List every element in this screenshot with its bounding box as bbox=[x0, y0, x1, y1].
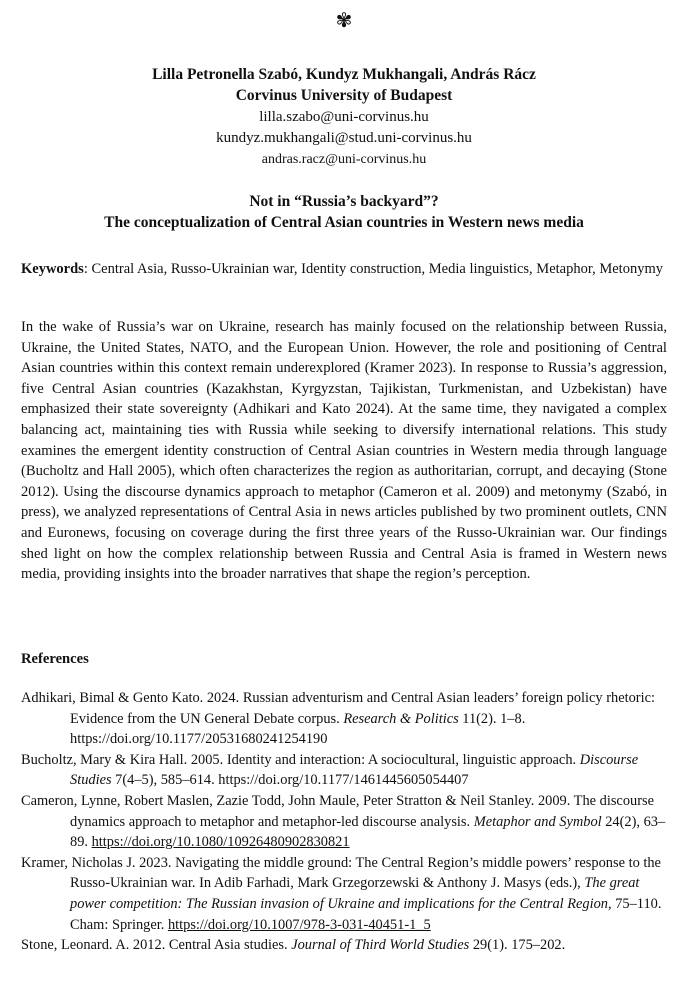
reference-venue: Discourse Studies bbox=[70, 751, 639, 789]
title-line-2: The conceptualization of Central Asian countries in Western news media bbox=[104, 214, 584, 231]
title-line-1: Not in “Russia’s backyard”? bbox=[249, 193, 439, 210]
reference-item bbox=[21, 791, 667, 853]
email-racz[interactable]: andras.racz@uni-corvinus.hu bbox=[261, 152, 427, 167]
abstract: In the wake of Russia’s war on Ukraine, research has mainly focused on the relationship between Russia, Ukraine, the United States, NATO, and the European Union. However, the role and positioning of Central Asian countries within this context remain underexplored (Kramer 2023). In response to Russia’s aggression, five Central Asian countries (Kazakhstan, Kyrgyzstan, Tajikistan, Turkmenistan, and Uzbekistan) have emphasized their state sovereignty (Adhikari and Kato 2024). At the same time, they navigated a complex balancing act, maintaining ties with Russia while seeking to diversify international relations. This study examines the emergent identity construction of Central Asian countries in Western media through language (Bucholtz and Hall 2005), which often characterizes the region as authoritarian, corrupt, and decaying (Stone 2012). Using the discourse dynamics approach to metaphor (Cameron et al. 2009) and metonymy (Szabó, in press), we analyzed representations of Central Asia in news articles published by two prominent outlets, CNN and Euronews, focusing on coverage during the first three years of the Russo-Ukrainian war. Our findings shed light on how the complex relationship between Russia and Central Asia is framed in Western news media, providing insights into the broader narratives that shape the region’s perception. bbox=[21, 319, 667, 583]
author-block bbox=[0, 64, 688, 106]
reference-details: 29(1). 175–202. bbox=[469, 937, 566, 954]
reference-text: Cameron, Lynne, Robert Maslen, Zazie Todd, John Maule, Peter Stratton & Neil Stanley. 2009. The discourse dynamics approach to metaphor and metaphor-led discourse analysis. bbox=[21, 792, 654, 830]
reference-text: Stone, Leonard. A. 2012. Central Asia studies. bbox=[21, 937, 292, 954]
reference-text: Bucholtz, Mary & Kira Hall. 2005. Identity and interaction: A sociocultural, linguistic approach. bbox=[21, 751, 580, 768]
reference-item bbox=[21, 935, 667, 956]
keywords-label: Keywords bbox=[21, 261, 84, 277]
affiliation: Corvinus University of Budapest bbox=[235, 87, 453, 104]
reference-details: , 75–110. Cham: Springer. bbox=[70, 895, 662, 933]
reference-venue: Journal of Third World Studies bbox=[291, 937, 470, 954]
reference-item bbox=[21, 750, 667, 791]
reference-item bbox=[21, 853, 667, 935]
reference-text: Adhikari, Bimal & Gento Kato. 2024. Russian adventurism and Central Asian leaders’ foreign policy rhetoric: Evidence from the UN General Debate corpus. bbox=[21, 690, 655, 727]
reference-text: Kramer, Nicholas J. 2023. Navigating the middle ground: The Central Region’s middle powers’ response to the Russo-Ukrainian war. In Adib Farhadi, Mark Grzegorzewski & Anthony J. Masys (eds.), bbox=[21, 854, 661, 892]
reference-details: 11(2). 1–8. https://doi.org/10.1177/20531680241254190 bbox=[70, 710, 526, 748]
references-heading: References bbox=[21, 651, 89, 667]
email-mukhangali[interactable]: kundyz.mukhangali@stud.uni-corvinus.hu bbox=[216, 130, 472, 146]
keywords-text: : Central Asia, Russo-Ukrainian war, Identity construction, Media linguistics, Metaphor, Metonymy bbox=[83, 261, 663, 277]
reference-list bbox=[21, 688, 667, 956]
reference-venue: Metaphor and Symbol bbox=[473, 813, 602, 830]
author-names: Lilla Petronella Szabó, Kundyz Mukhangali, András Rácz bbox=[152, 66, 536, 83]
email-list bbox=[0, 107, 688, 170]
keywords bbox=[21, 259, 667, 279]
reference-link[interactable]: https://doi.org/10.1080/10926480902830821 bbox=[91, 834, 350, 851]
reference-details: 7(4–5), 585–614. https://doi.org/10.1177/1461445605054407 bbox=[111, 772, 469, 789]
reference-link[interactable]: https://doi.org/10.1007/978-3-031-40451-1_5 bbox=[167, 916, 431, 933]
paper-title bbox=[0, 191, 688, 233]
reference-venue: The great power competition: The Russian invasion of Ukraine and implications for the Central Region bbox=[70, 875, 640, 912]
ornament-icon: ✾ bbox=[335, 10, 353, 32]
reference-item bbox=[21, 688, 667, 750]
reference-details: 24(2), 63–89. bbox=[70, 813, 666, 851]
reference-venue: Research & Politics bbox=[343, 710, 459, 727]
email-szabo[interactable]: lilla.szabo@uni-corvinus.hu bbox=[259, 109, 429, 125]
